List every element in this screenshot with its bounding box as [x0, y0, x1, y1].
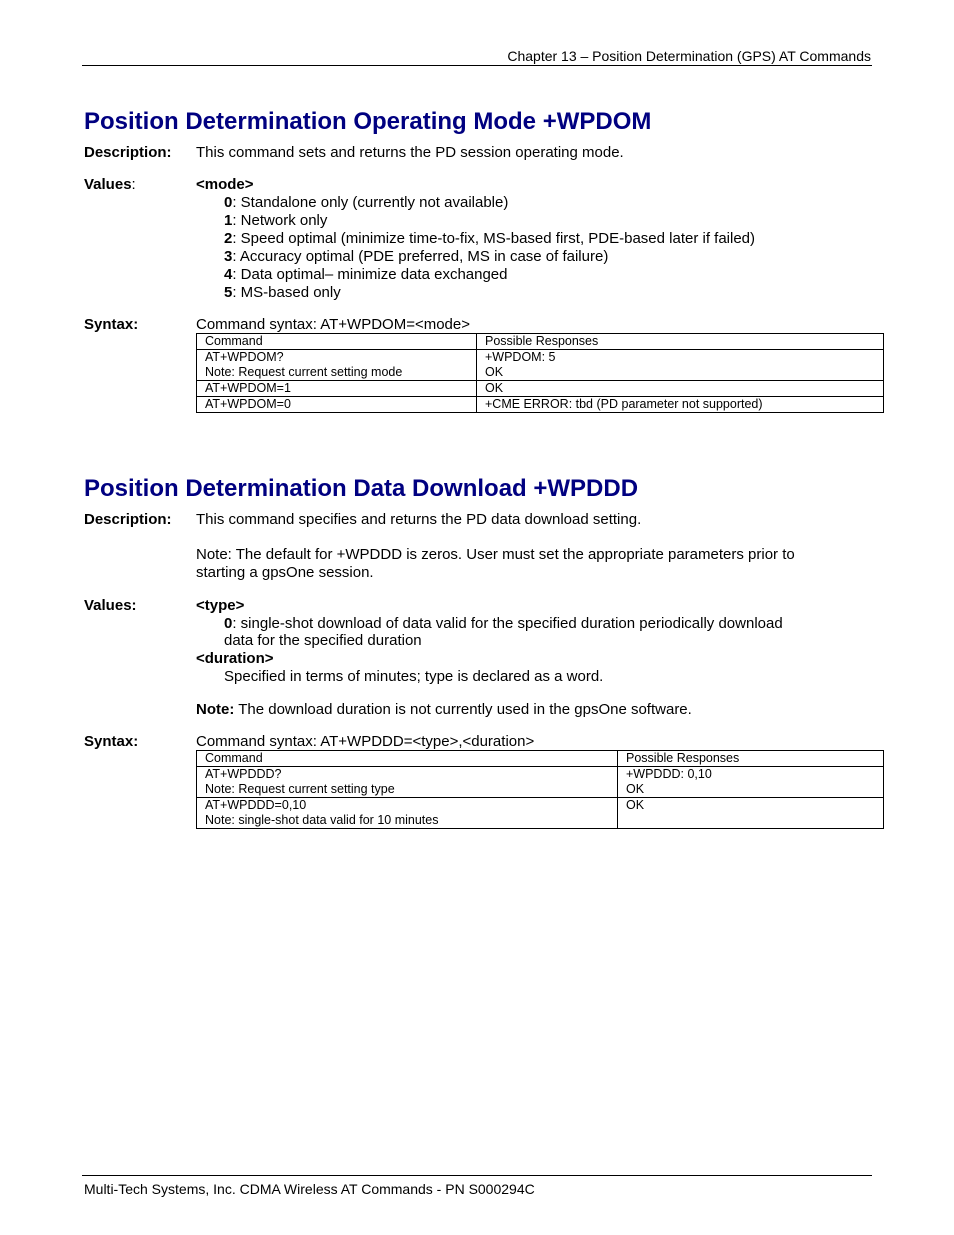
table-header-responses: Possible Responses: [618, 751, 884, 767]
table-header-row: [197, 334, 884, 350]
wpdom-mode-param: <mode>: [196, 176, 254, 193]
wpddd-syntax-label: Syntax:: [84, 733, 139, 750]
header-rule: [82, 65, 872, 66]
wpddd-duration-param: <duration>: [196, 650, 274, 667]
wpdom-description-label: Description:: [84, 144, 172, 161]
wpdom-mode-2: 2: Speed optimal (minimize time-to-fix, MS-based first, PDE-based later if failed): [224, 230, 756, 247]
wpdom-syntax-label: Syntax:: [84, 316, 139, 333]
table-cell-command: AT+WPDOM=0: [197, 397, 477, 413]
page-footer: Multi-Tech Systems, Inc. CDMA Wireless AT Commands - PN S000294C: [84, 1181, 535, 1197]
wpdom-section-title: Position Determination Operating Mode +WPDOM: [84, 108, 652, 135]
wpddd-note-line2: starting a gpsOne session.: [196, 564, 374, 581]
table-header-responses: Possible Responses: [477, 334, 884, 350]
table-cell-command: AT+WPDOM=1: [197, 381, 477, 397]
table-cell-response: +WPDDD: 0,10 OK: [618, 767, 884, 798]
wpdom-mode-4: 4: Data optimal– minimize data exchanged: [224, 266, 508, 283]
wpddd-type-0: 0: single-shot download of data valid for the specified duration periodically download: [224, 615, 783, 632]
table-row: [197, 350, 884, 381]
wpddd-type-param: <type>: [196, 597, 245, 614]
wpdom-command-table: [196, 333, 884, 413]
wpddd-values-label: Values:: [84, 597, 137, 614]
table-cell-response: OK: [477, 381, 884, 397]
table-header-row: [197, 751, 884, 767]
table-row: [197, 397, 884, 413]
wpdom-mode-0: 0: Standalone only (currently not available): [224, 194, 509, 211]
table-cell-response: OK: [618, 798, 884, 829]
wpdom-mode-5: 5: MS-based only: [224, 284, 341, 301]
table-row: [197, 767, 884, 798]
wpddd-description: This command specifies and returns the PD data download setting.: [196, 511, 642, 528]
table-header-command: Command: [197, 334, 477, 350]
wpdom-mode-1: 1: Network only: [224, 212, 328, 229]
wpdom-values-label: Values:: [84, 176, 136, 193]
table-row: [197, 381, 884, 397]
table-cell-response: +WPDOM: 5 OK: [477, 350, 884, 381]
wpddd-syntax: Command syntax: AT+WPDDD=<type>,<duration>: [196, 733, 535, 750]
wpdom-syntax: Command syntax: AT+WPDOM=<mode>: [196, 316, 470, 333]
wpddd-duration-text: Specified in terms of minutes; type is declared as a word.: [224, 668, 604, 685]
wpddd-command-table: [196, 750, 884, 829]
wpdom-description: This command sets and returns the PD session operating mode.: [196, 144, 624, 161]
footer-rule: [82, 1175, 872, 1176]
wpddd-section-title: Position Determination Data Download +WPDDD: [84, 475, 639, 502]
table-cell-command: AT+WPDDD=0,10 Note: single-shot data valid for 10 minutes: [197, 798, 618, 829]
table-row: [197, 798, 884, 829]
table-cell-response: +CME ERROR: tbd (PD parameter not supported): [477, 397, 884, 413]
wpddd-type-0-cont: data for the specified duration: [224, 632, 422, 649]
wpddd-description-label: Description:: [84, 511, 172, 528]
wpddd-note-line1: Note: The default for +WPDDD is zeros. User must set the appropriate parameters prior to: [196, 546, 795, 563]
table-header-command: Command: [197, 751, 618, 767]
table-cell-command: AT+WPDOM? Note: Request current setting mode: [197, 350, 477, 381]
wpdom-mode-3: 3: Accuracy optimal (PDE preferred, MS in case of failure): [224, 248, 609, 265]
table-cell-command: AT+WPDDD? Note: Request current setting type: [197, 767, 618, 798]
chapter-header: Chapter 13 – Position Determination (GPS) AT Commands: [507, 48, 871, 64]
wpddd-note2: Note: The download duration is not currently used in the gpsOne software.: [196, 701, 692, 718]
